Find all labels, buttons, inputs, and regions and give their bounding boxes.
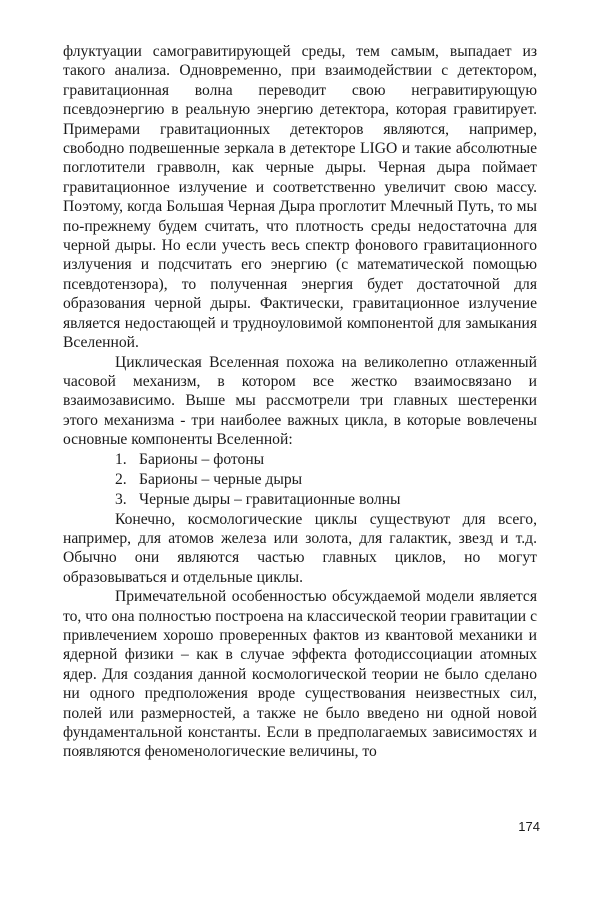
paragraph-2: Циклическая Вселенная похожа на великолепно отлаженный часовой механизм, в котором все жестко взаимосвязано и взаимозависимо. Выше мы рассмотрели три главных шестеренки этого механизма - три наиболее важных цикла, в которые вовлечены основные компоненты Вселенной: (63, 353, 537, 449)
list-item-number: 2. (115, 470, 127, 488)
list-item (63, 470, 537, 490)
paragraph-3: Конечно, космологические циклы существуют для всего, например, для атомов железа или золота, для галактик, звезд и т.д. Обычно они являются частью главных циклов, но могут образовываться и отдельные циклы. (63, 510, 537, 586)
page-body (63, 42, 537, 762)
paragraph-4: Примечательной особенностью обсуждаемой модели является то, что она полностью построена на классической теории гравитации с привлечением хорошо проверенных фактов из квантовой механики и ядерной физики – как в случае эффекта фотодиссоциации атомных ядер. Для создания данной космологической теории не было сделано ни одного предположения вроде существования неизвестных сил, полей или размерностей, а также не было введено ни одной новой фундаментальной константы. Если в предполагаемых зависимостях и появляются феноменологические величины, то (63, 588, 537, 761)
page-number: 174 (518, 819, 540, 834)
list-item-text: Барионы – фотоны (139, 450, 265, 468)
list-item-text: Черные дыры – гравитационные волны (139, 490, 401, 508)
list-item-number: 3. (115, 490, 127, 508)
list-item (63, 490, 537, 510)
list-item-text: Барионы – черные дыры (139, 470, 303, 488)
paragraph-1: флуктуации самогравитирующей среды, тем самым, выпадает из такого анализа. Одновременно, при взаимодействии с детектором, гравитационная волна переводит свою негравитирующую псевдоэнергию в реальную энергию детектора, которая гравитирует. Примерами гравитационных детекторов являются, например, свободно подвешенные зеркала в детекторе LIGO и такие абсолютные поглотители гравволн, как черные дыры. Черная дыра поймает гравитационное излучение и соответственно увеличит свою массу. Поэтому, когда Большая Черная Дыра проглотит Млечный Путь, то мы по-прежнему будем считать, что плотность среды недостаточна для черной дыры. Но если учесть весь спектр фонового гравитационного излучения и подсчитать его энергию (с математической помощью псевдотензора), то полученная энергия будет достаточной для образования черной дыры. Фактически, гравитационное излучение является недостающей и трудноуловимой компонентой для замыкания Вселенной. (63, 43, 537, 352)
list-item-number: 1. (115, 450, 127, 468)
cycle-list (63, 450, 537, 510)
list-item (63, 450, 537, 470)
